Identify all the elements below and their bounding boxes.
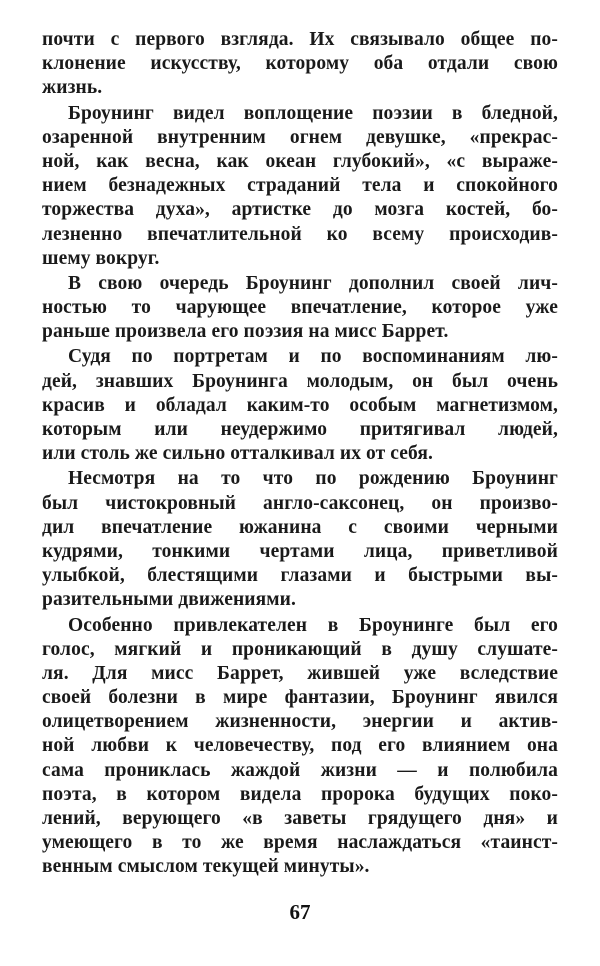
text-line: торжества духа», артистке до мозга костей, бо- xyxy=(42,199,558,221)
text-line: Особенно привлекателен в Броунинге был его xyxy=(68,614,558,636)
text-line: почти с первого взгляда. Их связывало общее по- xyxy=(42,29,558,50)
text-line: своей болезни в мире фантазии, Броунинг явился xyxy=(42,687,558,709)
text-line: Несмотря на то что по рождению Броунинг xyxy=(68,468,558,490)
text-line: кудрями, тонкими чертами лица, приветливой xyxy=(42,540,558,562)
text-line: умеющего в то же время наслаждаться «таинст- xyxy=(42,832,558,854)
paragraph xyxy=(42,272,558,345)
text-line: ной любви к человечеству, под его влиянием она xyxy=(42,735,558,757)
text-line: венным смыслом текущей минуты». xyxy=(42,856,370,878)
text-line: красив и обладал каким-то особым магнетизмом, xyxy=(42,394,558,416)
text-line: разительными движениями. xyxy=(42,589,296,611)
text-line: лезненно впечатлительной ко всему происходив- xyxy=(42,223,558,245)
text-line: жизнь. xyxy=(42,77,103,99)
text-line: Судя по портретам и по воспоминаниям лю- xyxy=(68,346,558,368)
text-line: ля. Для мисс Баррет, жившей уже вследствие xyxy=(42,662,558,684)
text-line: нием безнадежных страданий тела и спокойного xyxy=(42,175,558,197)
text-line: дил впечатление южанина с своими черными xyxy=(42,516,558,538)
text-line: ностью то чарующее впечатление, которое уже xyxy=(42,297,558,319)
page-number: 67 xyxy=(289,900,311,924)
text-line: был чистокровный англо-саксонец, он произво- xyxy=(42,492,558,514)
paragraph xyxy=(42,102,558,271)
text-line: озаренной внутренним огнем девушке, «прекрас- xyxy=(42,126,558,148)
text-line: Броунинг видел воплощение поэзии в бледной, xyxy=(68,102,558,124)
text-line: В свою очередь Броунинг дополнил своей лич- xyxy=(68,272,558,294)
paragraph xyxy=(42,28,558,101)
text-line: шему вокруг. xyxy=(42,247,160,269)
text-line: ной, как весна, как океан глубокий», «с выраже- xyxy=(42,150,558,172)
text-line: голос, мягкий и проникающий в душу слушате- xyxy=(42,638,558,660)
text-line: или столь же сильно отталкивал их от себя. xyxy=(42,443,434,465)
paragraph xyxy=(42,614,558,880)
text-line: поэта, в котором видела пророка будущих поко- xyxy=(42,783,558,805)
text-line: клонение искусству, которому оба отдали свою xyxy=(42,53,558,75)
text-line: лений, верующего «в заветы грядущего дня» и xyxy=(42,808,558,829)
page-body xyxy=(42,28,558,881)
text-line: сама прониклась жаждой жизни — и полюбила xyxy=(42,759,558,781)
text-line: раньше произвела его поэзия на мисс Баррет. xyxy=(42,321,449,343)
text-line: дей, знавших Броунинга молодым, он был очень xyxy=(42,370,558,392)
text-line: которым или неудержимо притягивал людей, xyxy=(42,419,558,440)
paragraph xyxy=(42,345,558,466)
text-line: олицетворением жизненности, энергии и актив- xyxy=(42,711,558,733)
text-line: улыбкой, блестящими глазами и быстрыми вы- xyxy=(42,565,558,587)
paragraph xyxy=(42,467,558,612)
